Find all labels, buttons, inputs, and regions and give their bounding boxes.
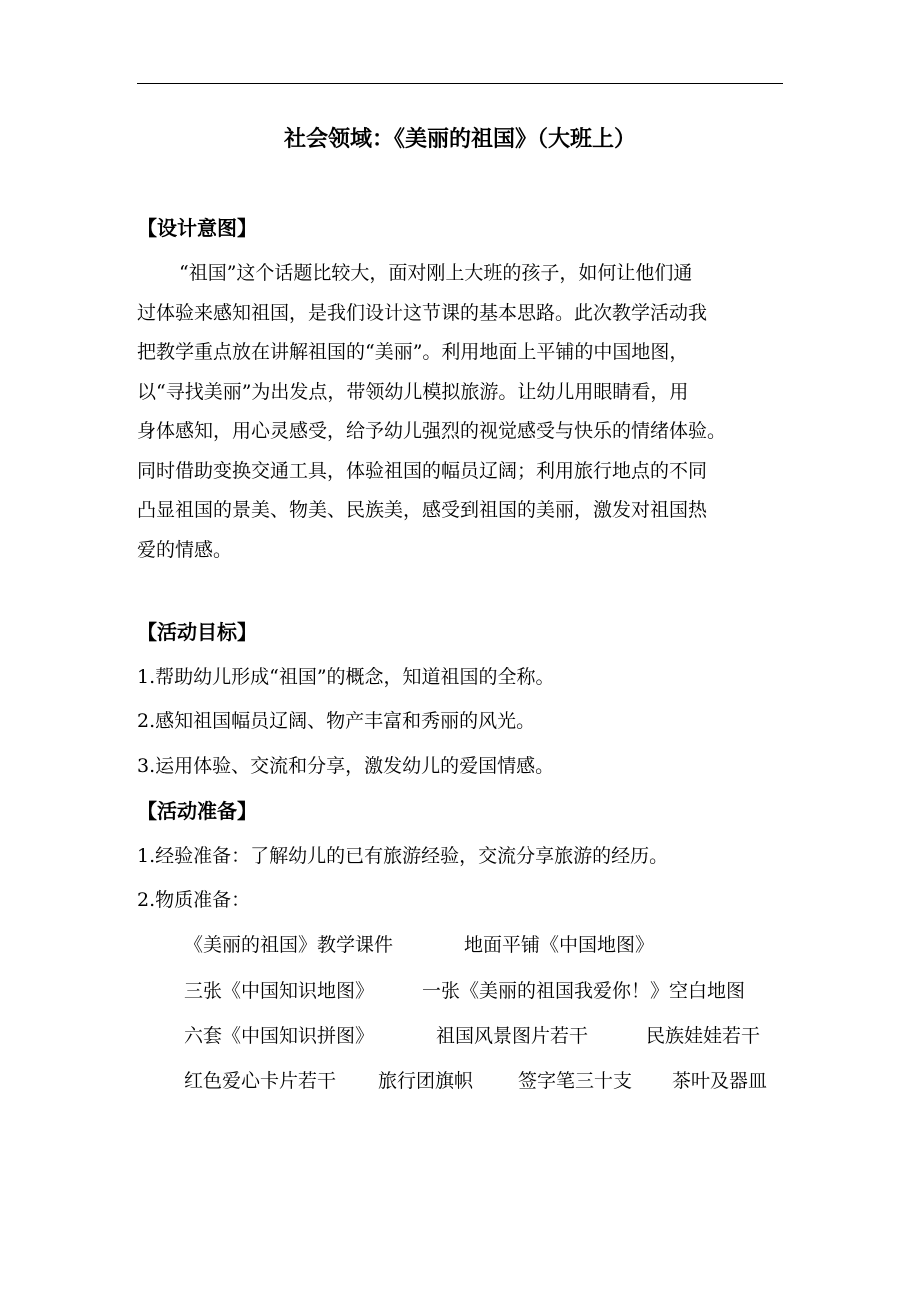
material-item: 地面平铺《中国地图》 xyxy=(464,934,655,956)
section-heading-goals: 【活动目标】 xyxy=(137,620,257,644)
paragraph-line: 身体感知，用心灵感受，给予幼儿强烈的视觉感受与快乐的情绪体验。 xyxy=(137,420,727,442)
material-item: 签字笔三十支 xyxy=(518,1070,633,1092)
material-item: 茶叶及器皿 xyxy=(672,1070,768,1092)
design-intent-paragraph xyxy=(137,254,787,570)
material-item: 旅行团旗帜 xyxy=(378,1070,474,1092)
material-item: 六套《中国知识拼图》 xyxy=(184,1025,375,1047)
header-rule xyxy=(137,83,783,84)
material-item: 红色爱心卡片若干 xyxy=(184,1070,337,1092)
paragraph-line: 过体验来感知祖国，是我们设计这节课的基本思路。此次教学活动我 xyxy=(137,301,708,324)
paragraph-line: 以“寻找美丽”为出发点，带领幼儿模拟旅游。让幼儿用眼睛看，用 xyxy=(137,380,689,403)
goal-item: 2.感知祖国幅员辽阔、物产丰富和秀丽的风光。 xyxy=(137,710,536,732)
material-item: 祖国风景图片若干 xyxy=(436,1025,589,1047)
preparation-item: 2.物质准备： xyxy=(137,889,251,911)
paragraph-line: 同时借助变换交通工具，体验祖国的幅员辽阔；利用旅行地点的不同 xyxy=(137,459,708,482)
document-title: 社会领域：《美丽的祖国》（大班上） xyxy=(283,127,636,152)
section-heading-preparation: 【活动准备】 xyxy=(137,799,257,823)
material-item: 三张《中国知识地图》 xyxy=(184,980,375,1002)
material-item: 一张《美丽的祖国我爱你！》空白地图 xyxy=(422,980,746,1002)
preparation-item: 1.经验准备：了解幼儿的已有旅游经验，交流分享旅游的经历。 xyxy=(137,845,669,867)
goal-item: 3.运用体验、交流和分享，激发幼儿的爱国情感。 xyxy=(137,755,555,777)
goal-item: 1.帮助幼儿形成“祖国”的概念，知道祖国的全称。 xyxy=(137,666,555,688)
material-item: 民族娃娃若干 xyxy=(646,1025,761,1047)
paragraph-line: 凸显祖国的景美、物美、民族美，感受到祖国的美丽，激发对祖国热 xyxy=(137,499,708,521)
paragraph-line: “祖国”这个话题比较大，面对刚上大班的孩子，如何让他们通 xyxy=(179,262,693,284)
material-item: 《美丽的祖国》教学课件 xyxy=(184,934,394,956)
paragraph-line: 爱的情感。 xyxy=(137,538,233,561)
paragraph-line: 把教学重点放在讲解祖国的“美丽”。利用地面上平铺的中国地图， xyxy=(137,341,689,363)
section-heading-design-intent: 【设计意图】 xyxy=(137,216,257,240)
